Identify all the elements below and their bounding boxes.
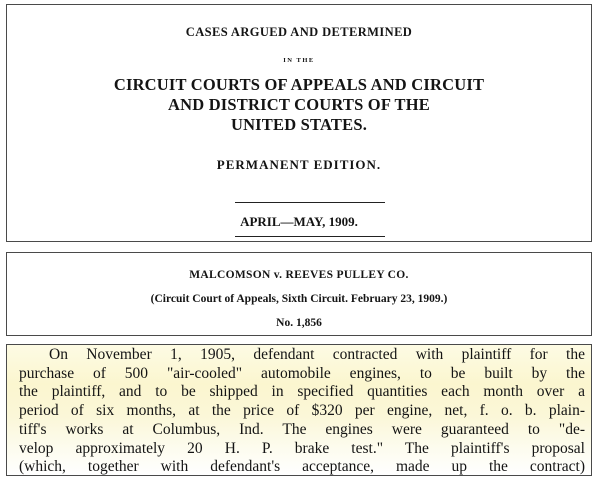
- courts-heading-line-3: UNITED STATES.: [230, 115, 368, 134]
- case-number: No. 1,856: [276, 317, 322, 329]
- text-line: tiff's works at Columbus, Ind. The engines were guaranteed to "de-: [19, 420, 585, 438]
- date-rule-top: [235, 202, 385, 203]
- opinion-text-panel: [6, 344, 592, 476]
- text-line: the plaintiff, and to be shipped in specified quantities each month over a: [19, 383, 585, 401]
- text-line: period of six months, at the price of $320 per engine, net, f. o. b. plain-: [19, 402, 585, 420]
- opinion-paragraph: [19, 346, 585, 476]
- cases-heading: CASES ARGUED AND DETERMINED: [185, 25, 413, 39]
- edition-label: PERMANENT EDITION.: [216, 157, 382, 172]
- text-line: On November 1, 1905, defendant contracted with plaintiff for the: [49, 346, 585, 363]
- courts-heading-line-2: AND DISTRICT COURTS OF THE: [168, 95, 430, 114]
- text-line: velop approximately 20 H. P. brake test." The plaintiff's proposal: [19, 439, 585, 457]
- court-and-date: (Circuit Court of Appeals, Sixth Circuit. February 23, 1909.): [150, 293, 448, 305]
- reporter-header-panel: [6, 4, 592, 242]
- text-line: purchase of 500 "air-cooled" automobile engines, to be built by the: [19, 364, 585, 382]
- courts-heading-line-1: CIRCUIT COURTS OF APPEALS AND CIRCUIT: [113, 75, 485, 94]
- case-caption-panel: [6, 252, 592, 336]
- text-line: (which, together with defendant's acceptance, made up the contract): [19, 458, 585, 476]
- case-title: MALCOMSON v. REEVES PULLEY CO.: [189, 269, 409, 281]
- date-rule-bottom: [235, 236, 385, 237]
- volume-date: APRIL—MAY, 1909.: [240, 214, 358, 229]
- in-the-label: IN THE: [283, 57, 315, 64]
